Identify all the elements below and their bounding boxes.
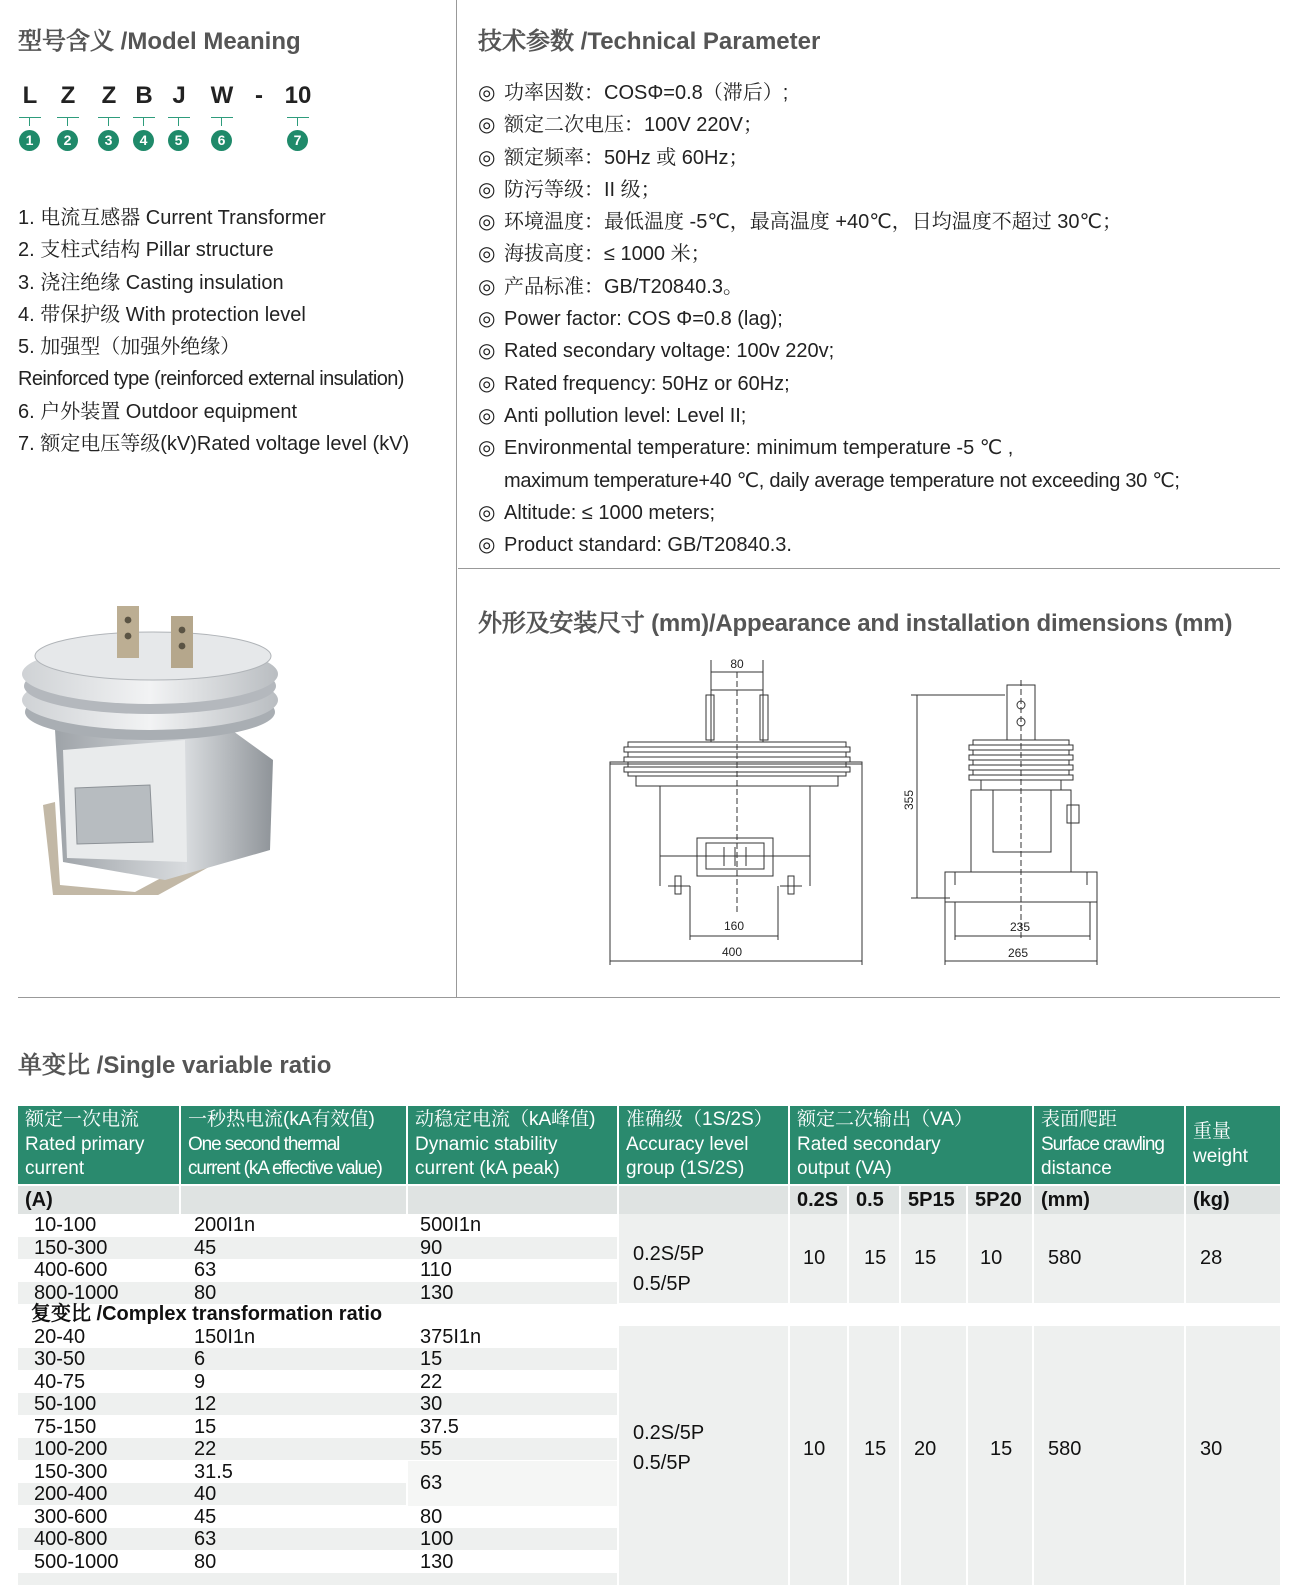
- list-item: ◎ 功率因数：COSΦ=0.8（滞后）;: [478, 77, 1298, 109]
- list-item: 1. 电流互感器 Current Transformer: [18, 207, 326, 229]
- code-letter: J: [172, 82, 186, 109]
- row-shade: [18, 1348, 617, 1370]
- row-shade: [18, 1237, 617, 1259]
- row-shade: [18, 1438, 617, 1460]
- row-shade: [18, 1528, 617, 1550]
- table-cell: 150-300: [34, 1461, 108, 1483]
- model-meaning-list: [18, 202, 458, 460]
- list-item: ◎ Rated frequency: 50Hz or 60Hz;: [478, 368, 1298, 400]
- table-cell: 22: [194, 1438, 217, 1460]
- table-cell: 80: [194, 1282, 217, 1304]
- list-item: ◎ Power factor: COS Φ=0.8 (lag);: [478, 303, 1298, 335]
- header-secondary-output: 额定二次输出（VA） Rated secondary output (VA): [790, 1106, 1032, 1184]
- unit-blank: [408, 1186, 617, 1214]
- model-code: [18, 82, 338, 162]
- dim-label: 80: [730, 657, 744, 671]
- tech-divider: [458, 568, 1280, 569]
- table-cell: 110: [420, 1259, 452, 1281]
- table-cell: 63: [194, 1528, 217, 1550]
- technical-parameter-title: 技术参数 /Technical Parameter: [478, 28, 821, 55]
- table-cell: 31.5: [194, 1461, 233, 1483]
- header-weight: 重量 weight: [1186, 1106, 1280, 1184]
- header-thermal-current: 一秒热电流(kA有效值) One second thermal current (kA effective value): [181, 1106, 406, 1184]
- unit-output-05: 0.5: [849, 1186, 899, 1214]
- table-cell: 300-600: [34, 1506, 108, 1528]
- list-item: ◎ Environmental temperature: minimum temperature -5 ℃ ,: [478, 432, 1298, 464]
- table-cell: 100: [420, 1528, 454, 1550]
- unit-current: (A): [18, 1186, 179, 1214]
- table-cell: 6: [194, 1348, 206, 1370]
- table-cell: 45: [194, 1237, 217, 1259]
- list-item: 4. 带保护级 With protection level: [18, 303, 306, 326]
- table-cell: 80: [194, 1551, 217, 1573]
- table-cell: 50-100: [34, 1393, 97, 1415]
- header-dynamic-current: 动稳定电流（kA峰值) Dynamic stability current (kA peak): [408, 1106, 617, 1184]
- code-letter: W: [210, 82, 234, 109]
- dim-label: 400: [721, 945, 743, 959]
- table-cell: 75-150: [34, 1416, 97, 1438]
- list-item: ◎ Product standard: GB/T20840.3.: [478, 529, 1298, 561]
- table-cell: 10-100: [34, 1214, 97, 1236]
- merged-weight: 28: [1186, 1214, 1280, 1303]
- bullet-icon: ◎: [478, 404, 496, 427]
- code-tick: [286, 117, 310, 126]
- row-shade: [18, 1393, 617, 1415]
- table-cell: 130: [420, 1282, 454, 1304]
- table-cell: 15: [420, 1348, 443, 1370]
- list-item: ◎ 海拔高度：≤ 1000 米；: [478, 238, 1298, 270]
- code-number-badge: 5: [168, 130, 189, 151]
- merged-output-02s: 10: [790, 1326, 847, 1585]
- code-tick: [132, 117, 156, 126]
- merged-output-05: 15: [849, 1326, 899, 1585]
- header-accuracy: 准确级（1S/2S） Accuracy level group (1S/2S): [619, 1106, 788, 1184]
- code-letter: -: [255, 82, 263, 109]
- table-cell: 40: [194, 1483, 217, 1505]
- table-cell: 22: [420, 1371, 443, 1393]
- list-item: ◎ Altitude: ≤ 1000 meters;: [478, 497, 1298, 529]
- list-item: ◎ 防污等级：II 级；: [478, 174, 1298, 206]
- merged-output-5p20: 15: [968, 1326, 1032, 1585]
- bullet-icon: ◎: [478, 437, 496, 460]
- code-number-badge: 2: [57, 130, 78, 151]
- table-cell: 200I1n: [194, 1214, 256, 1236]
- table-cell-merged: 63: [420, 1472, 443, 1494]
- header-rated-current: 额定一次电流 Rated primary current: [18, 1106, 179, 1184]
- code-number-badge: 6: [211, 130, 232, 151]
- column-divider: [456, 0, 457, 998]
- bullet-icon: ◎: [478, 82, 496, 104]
- unit-blank: [619, 1186, 788, 1214]
- table-cell: 30-50: [34, 1348, 86, 1370]
- merged-weight: 30: [1186, 1326, 1280, 1585]
- header-crawling-distance: 表面爬距 Surface crawling distance: [1034, 1106, 1184, 1184]
- list-item: ◎ Rated secondary voltage: 100v 220v;: [478, 335, 1298, 367]
- list-item: ◎ 环境温度：最低温度 -5℃，最高温度 +40℃，日均温度不超过 30℃；: [478, 206, 1298, 238]
- table-cell: 55: [420, 1438, 443, 1460]
- list-item: ◎ 产品标准：GB/T20840.3。: [478, 271, 1298, 303]
- list-item: 6. 户外装置 Outdoor equipment: [18, 400, 298, 423]
- front-view-drawing: [600, 650, 870, 970]
- merged-output-5p15: 15: [901, 1214, 966, 1303]
- table-cell: 500I1n: [420, 1214, 482, 1236]
- table-cell: 37.5: [420, 1416, 459, 1438]
- code-number-badge: 3: [98, 130, 119, 151]
- dim-label: 235: [1009, 920, 1031, 934]
- code-tick: [56, 117, 80, 126]
- table-cell: 20-40: [34, 1326, 86, 1348]
- bullet-icon: ◎: [478, 372, 496, 395]
- table-cell: 9: [194, 1371, 206, 1393]
- table-cell: 500-1000: [34, 1551, 119, 1573]
- list-item: ◎ 额定二次电压：100V 220V；: [478, 109, 1298, 141]
- row-shade: [18, 1573, 617, 1585]
- table-cell: 150-300: [34, 1237, 108, 1259]
- bullet-icon: ◎: [478, 534, 496, 557]
- code-letter: L: [22, 82, 38, 109]
- list-item: 5. 加强型（加强外绝缘）: [18, 336, 241, 359]
- dimensions-title: 外形及安装尺寸 (mm)/Appearance and installation dimensions (mm): [478, 610, 1233, 637]
- merged-output-5p20: 10: [968, 1214, 1032, 1303]
- code-number-badge: 4: [133, 130, 154, 151]
- table-cell: 45: [194, 1506, 217, 1528]
- code-number-badge: 7: [287, 130, 308, 151]
- bullet-icon: ◎: [478, 178, 496, 201]
- code-letter: Z: [101, 82, 117, 109]
- list-item: ◎ 额定频率：50Hz 或 60Hz；: [478, 142, 1298, 174]
- table-cell: 15: [194, 1416, 217, 1438]
- list-item: ◎ Anti pollution level: Level II;: [478, 400, 1298, 432]
- code-letter: 10: [284, 82, 312, 109]
- merged-output-5p15: 20: [901, 1326, 966, 1585]
- model-meaning-title: 型号含义 /Model Meaning: [18, 28, 301, 55]
- bullet-icon: ◎: [478, 275, 496, 298]
- table-cell: 150I1n: [194, 1326, 256, 1348]
- bullet-icon: ◎: [478, 340, 496, 363]
- merged-output-02s: 10: [790, 1214, 847, 1303]
- list-item: 3. 浇注绝缘 Casting insulation: [18, 271, 284, 294]
- code-letter: B: [135, 82, 153, 109]
- complex-ratio-title: 复变比 /Complex transformation ratio: [31, 1303, 383, 1325]
- table-cell: 63: [194, 1259, 217, 1281]
- merged-accuracy: 0.2S/5P 0.5/5P: [619, 1326, 788, 1585]
- table-cell: 30: [420, 1393, 443, 1415]
- unit-weight: (kg): [1186, 1186, 1280, 1214]
- table-cell: 800-1000: [34, 1282, 119, 1304]
- list-item: 7. 额定电压等级(kV)Rated voltage level (kV): [18, 433, 410, 456]
- dim-label: 355: [902, 789, 916, 811]
- bullet-icon: ◎: [478, 501, 496, 524]
- merged-accuracy: 0.2S/5P 0.5/5P: [619, 1214, 788, 1303]
- list-item: 2. 支柱式结构 Pillar structure: [18, 239, 274, 262]
- unit-output-02s: 0.2S: [790, 1186, 847, 1214]
- table-cell: 90: [420, 1237, 443, 1259]
- bullet-icon: ◎: [478, 114, 496, 137]
- single-ratio-title: 单变比 /Single variable ratio: [18, 1052, 332, 1079]
- section-divider: [18, 997, 1280, 998]
- table-cell: 100-200: [34, 1438, 108, 1460]
- merged-output-05: 15: [849, 1214, 899, 1303]
- dim-label: 265: [1007, 946, 1029, 960]
- code-tick: [167, 117, 191, 126]
- code-tick: [210, 117, 234, 126]
- table-cell: 80: [420, 1506, 443, 1528]
- table-cell: 200-400: [34, 1483, 108, 1505]
- table-cell: 12: [194, 1393, 217, 1415]
- bullet-icon: ◎: [478, 211, 496, 234]
- table-cell: 130: [420, 1551, 454, 1573]
- unit-output-5p20: 5P20: [968, 1186, 1032, 1214]
- code-tick: [18, 117, 42, 126]
- technical-parameter-list: [478, 77, 1298, 561]
- table-cell: 400-600: [34, 1259, 108, 1281]
- unit-blank: [181, 1186, 406, 1214]
- side-view-drawing: [895, 680, 1110, 970]
- code-tick: [97, 117, 121, 126]
- unit-distance: (mm): [1034, 1186, 1184, 1214]
- bullet-icon: ◎: [478, 308, 496, 331]
- merged-distance: 580: [1034, 1214, 1184, 1303]
- bullet-icon: ◎: [478, 146, 496, 169]
- list-item-continuation: maximum temperature+40 ℃, daily average temperature not exceeding 30 ℃;: [504, 469, 1180, 492]
- table-cell: 375I1n: [420, 1326, 482, 1348]
- list-item: Reinforced type (reinforced external insulation): [18, 368, 404, 391]
- bullet-icon: ◎: [478, 243, 496, 266]
- product-photo: [15, 600, 285, 895]
- table-cell: 40-75: [34, 1371, 86, 1393]
- table-cell: 400-800: [34, 1528, 108, 1550]
- dim-label: 160: [723, 919, 745, 933]
- code-letter: Z: [60, 82, 76, 109]
- unit-output-5p15: 5P15: [901, 1186, 966, 1214]
- code-number-badge: 1: [19, 130, 40, 151]
- merged-distance: 580: [1034, 1326, 1184, 1585]
